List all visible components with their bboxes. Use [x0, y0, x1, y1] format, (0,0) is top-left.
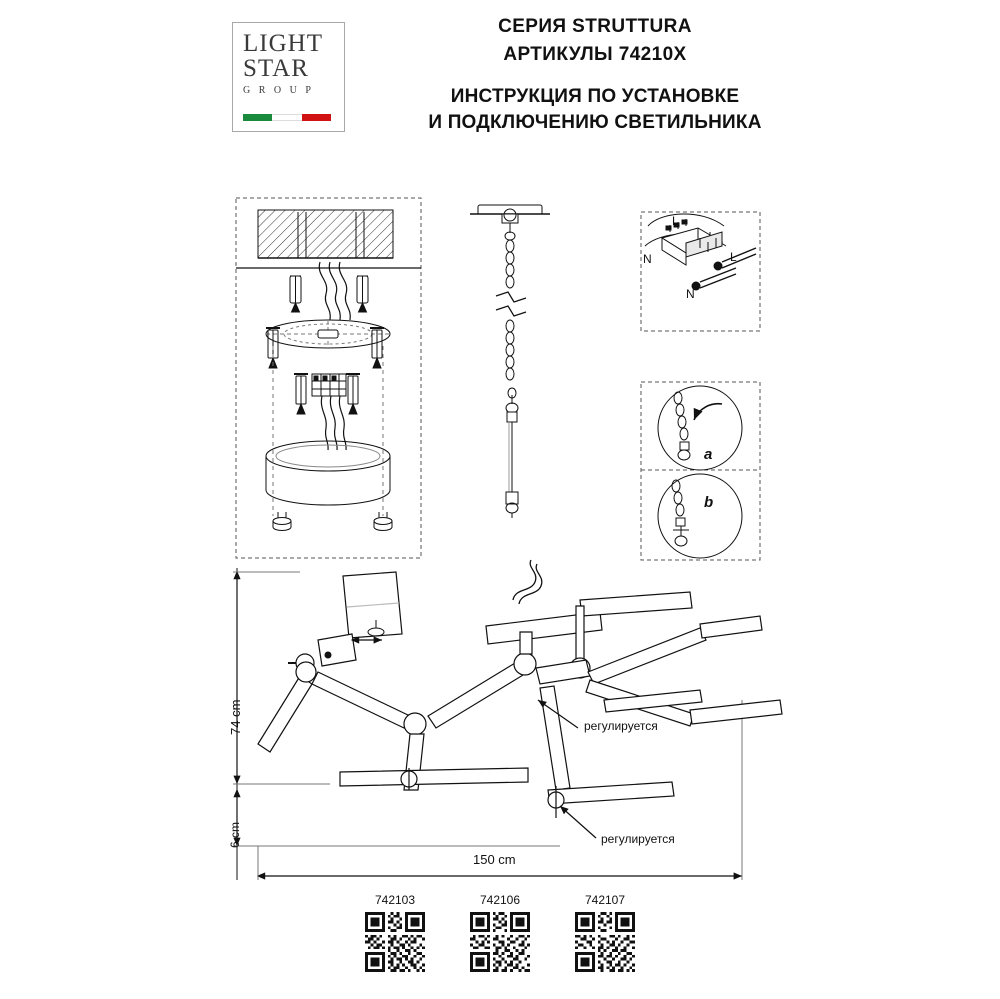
annotation-adjust-top: регулируется: [584, 719, 658, 733]
cable-label-L: L: [730, 250, 737, 264]
qr-item-2: [565, 893, 645, 977]
dimension-height: 74 cm: [228, 699, 243, 735]
qr-item-0: [355, 893, 435, 977]
logo-line-2: STAR: [243, 55, 309, 82]
qr-code-row: [355, 893, 655, 988]
qr-code-image: [569, 912, 641, 972]
logo-line-3: G R O U P: [243, 85, 314, 96]
qr-code-label: 742107: [584, 893, 626, 907]
panel-suspension: [470, 205, 550, 518]
qr-code-label: 742103: [374, 893, 416, 907]
qr-code-image: [464, 912, 536, 972]
terminal-label-L-top: L: [672, 214, 679, 228]
step-label-b: b: [704, 494, 714, 511]
dimension-width: 150 cm: [473, 852, 516, 867]
instruction-line-1: ИНСТРУКЦИЯ ПО УСТАНОВКЕ: [450, 86, 740, 107]
panel-wiring: [641, 212, 760, 331]
article-title: АРТИКУЛЫ 74210X: [503, 44, 687, 65]
panel-ceiling-mount: [236, 198, 421, 558]
qr-item-1: [460, 893, 540, 977]
dimension-depth: 6 cm: [228, 821, 242, 848]
series-title: СЕРИЯ STRUTTURA: [498, 16, 692, 37]
step-label-a: a: [704, 446, 713, 463]
annotation-adjust-bottom: регулируется: [601, 832, 675, 846]
panel-fixture-dimensions: [233, 560, 782, 880]
qr-code-image: [359, 912, 431, 972]
qr-code-label: 742106: [479, 893, 521, 907]
panel-steps: [641, 382, 760, 560]
terminal-label-N-left: N: [643, 252, 652, 266]
cable-label-N: N: [686, 287, 695, 301]
logo-line-1: LIGHT: [243, 30, 323, 57]
instruction-line-2: И ПОДКЛЮЧЕНИЮ СВЕТИЛЬНИКА: [428, 112, 762, 133]
